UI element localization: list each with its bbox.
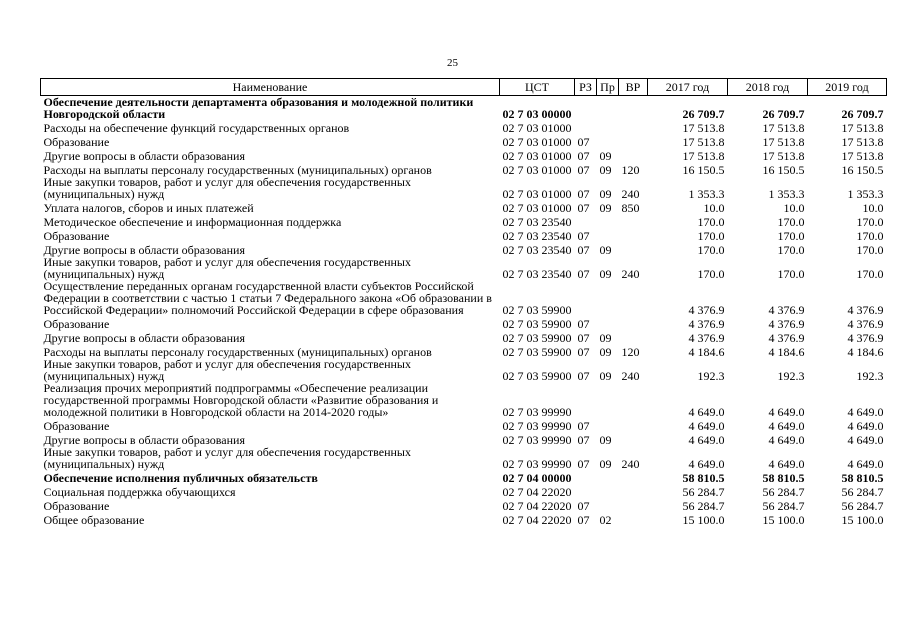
row-value-2018: 10.0	[783, 201, 805, 215]
row-vr: 120	[621, 163, 640, 177]
row-rz: 07	[577, 163, 590, 177]
row-value-2019: 170.0	[856, 267, 884, 281]
row-value-2019: 56 284.7	[841, 485, 884, 499]
table-row	[41, 148, 887, 162]
row-value-2018: 4 184.6	[768, 345, 805, 359]
row-value-2019: 26 709.7	[841, 107, 884, 121]
row-value-2019: 16 150.5	[841, 163, 884, 177]
row-vr	[619, 498, 648, 512]
row-rz	[575, 484, 597, 498]
row-pr: 09	[599, 369, 612, 383]
row-value-2019: 4 376.9	[847, 331, 884, 345]
row-cst: 02 7 03 99990	[502, 419, 572, 433]
row-name: Методическое обеспечение и информационная поддержка	[43, 215, 342, 229]
table-row	[41, 316, 887, 330]
row-pr	[597, 134, 619, 148]
row-name: Иные закупки товаров, работ и услуг для обеспечения государственных (муниципальных) нужд	[43, 357, 411, 383]
row-value-2018: 4 376.9	[768, 317, 805, 331]
row-rz: 07	[577, 419, 590, 433]
row-value-2017: 170.0	[697, 229, 725, 243]
row-rz: 07	[577, 345, 590, 359]
row-rz	[575, 96, 597, 121]
row-name: Образование	[43, 317, 110, 331]
row-cst: 02 7 03 23540	[502, 215, 572, 229]
table-row	[41, 162, 887, 176]
row-name: Расходы на выплаты персоналу государственных (муниципальных) органов	[43, 163, 432, 177]
row-rz: 07	[577, 369, 590, 383]
row-vr: 240	[621, 187, 640, 201]
header-2018: 2018 год	[728, 79, 808, 96]
row-value-2017: 170.0	[697, 243, 725, 257]
row-name: Реализация прочих мероприятий подпрограммы «Обеспечение реализации государственной программы Новгородской области «Развитие образования и молодежной политики в Новгородской области на 2014-2020 годы»	[43, 381, 439, 419]
row-cst: 02 7 03 01000	[502, 121, 572, 135]
header-vr: ВР	[619, 79, 648, 96]
table-row	[41, 214, 887, 228]
header-2019: 2019 год	[808, 79, 887, 96]
row-value-2018: 1 353.3	[768, 187, 805, 201]
row-name: Образование	[43, 135, 110, 149]
row-value-2017: 56 284.7	[682, 485, 725, 499]
table-row	[41, 358, 887, 382]
row-name: Иные закупки товаров, работ и услуг для обеспечения государственных (муниципальных) нужд	[43, 175, 411, 201]
row-value-2018: 4 649.0	[768, 419, 805, 433]
table-row	[41, 484, 887, 498]
row-vr	[619, 512, 648, 526]
row-value-2018: 17 513.8	[762, 149, 805, 163]
row-cst: 02 7 03 01000	[502, 187, 572, 201]
row-pr: 02	[599, 513, 612, 527]
row-cst: 02 7 03 59900	[502, 345, 572, 359]
row-rz: 07	[577, 457, 590, 471]
row-name: Расходы на выплаты персоналу государственных (муниципальных) органов	[43, 345, 432, 359]
row-value-2019: 170.0	[856, 243, 884, 257]
row-value-2017: 170.0	[697, 267, 725, 281]
row-value-2017: 4 376.9	[688, 317, 725, 331]
row-vr	[619, 418, 648, 432]
row-cst: 02 7 03 01000	[502, 135, 572, 149]
row-value-2018: 15 100.0	[762, 513, 805, 527]
row-pr	[597, 280, 619, 316]
table-row	[41, 512, 887, 526]
row-value-2017: 17 513.8	[682, 149, 725, 163]
row-value-2019: 4 649.0	[847, 433, 884, 447]
row-value-2017: 4 649.0	[688, 405, 725, 419]
table-row	[41, 418, 887, 432]
row-value-2017: 17 513.8	[682, 121, 725, 135]
row-vr	[619, 432, 648, 446]
row-pr: 09	[599, 243, 612, 257]
row-value-2019: 1 353.3	[847, 187, 884, 201]
row-name: Образование	[43, 419, 110, 433]
row-name: Образование	[43, 229, 110, 243]
row-value-2018: 4 376.9	[768, 331, 805, 345]
row-rz: 07	[577, 433, 590, 447]
row-value-2019: 4 376.9	[847, 317, 884, 331]
row-rz	[575, 214, 597, 228]
row-vr	[619, 242, 648, 256]
header-2017: 2017 год	[648, 79, 728, 96]
row-value-2017: 4 184.6	[688, 345, 725, 359]
row-rz: 07	[577, 243, 590, 257]
table-row	[41, 280, 887, 316]
row-rz	[575, 470, 597, 484]
row-rz: 07	[577, 229, 590, 243]
row-rz	[575, 120, 597, 134]
row-value-2017: 58 810.5	[682, 471, 725, 485]
table-row	[41, 382, 887, 418]
row-name: Уплата налогов, сборов и иных платежей	[43, 201, 254, 215]
header-pr: Пр	[597, 79, 619, 96]
row-cst: 02 7 03 23540	[502, 243, 572, 257]
row-value-2018: 26 709.7	[762, 107, 805, 121]
row-rz: 07	[577, 267, 590, 281]
row-value-2019: 17 513.8	[841, 135, 884, 149]
row-pr: 09	[599, 163, 612, 177]
row-vr	[619, 214, 648, 228]
row-value-2019: 56 284.7	[841, 499, 884, 513]
row-name: Другие вопросы в области образования	[43, 149, 245, 163]
row-cst: 02 7 03 01000	[502, 149, 572, 163]
row-value-2019: 4 649.0	[847, 457, 884, 471]
row-vr	[619, 470, 648, 484]
row-value-2017: 4 649.0	[688, 433, 725, 447]
row-rz: 07	[577, 499, 590, 513]
row-cst: 02 7 04 22020	[502, 513, 572, 527]
row-name: Общее образование	[43, 513, 145, 527]
row-cst: 02 7 04 00000	[502, 471, 572, 485]
row-pr	[597, 316, 619, 330]
row-rz	[575, 280, 597, 316]
table-body	[41, 96, 887, 527]
row-pr	[597, 382, 619, 418]
row-vr	[619, 96, 648, 121]
row-value-2018: 170.0	[777, 215, 805, 229]
row-value-2017: 15 100.0	[682, 513, 725, 527]
table-row	[41, 446, 887, 470]
row-value-2017: 4 376.9	[688, 303, 725, 317]
row-vr: 120	[621, 345, 640, 359]
row-vr	[619, 330, 648, 344]
row-value-2018: 4 649.0	[768, 433, 805, 447]
row-cst: 02 7 03 23540	[502, 267, 572, 281]
row-value-2019: 15 100.0	[841, 513, 884, 527]
row-vr	[619, 134, 648, 148]
table-row	[41, 200, 887, 214]
row-vr	[619, 280, 648, 316]
row-name: Расходы на обеспечение функций государственных органов	[43, 121, 350, 135]
row-vr: 240	[621, 267, 640, 281]
row-pr	[597, 470, 619, 484]
row-value-2019: 4 649.0	[847, 419, 884, 433]
row-pr: 09	[599, 457, 612, 471]
row-rz: 07	[577, 513, 590, 527]
row-name: Иные закупки товаров, работ и услуг для обеспечения государственных (муниципальных) нужд	[43, 255, 411, 281]
row-cst: 02 7 03 01000	[502, 163, 572, 177]
row-cst: 02 7 03 99990	[502, 457, 572, 471]
row-value-2017: 26 709.7	[682, 107, 725, 121]
budget-table	[40, 78, 887, 526]
row-value-2017: 4 649.0	[688, 419, 725, 433]
row-name: Обеспечение деятельности департамента образования и молодежной политики Новгородской области	[43, 95, 474, 121]
header-rz: РЗ	[575, 79, 597, 96]
table-row	[41, 498, 887, 512]
row-value-2017: 56 284.7	[682, 499, 725, 513]
row-rz: 07	[577, 135, 590, 149]
row-name: Социальная поддержка обучающихся	[43, 485, 236, 499]
row-pr: 09	[599, 267, 612, 281]
row-pr: 09	[599, 433, 612, 447]
row-pr: 09	[599, 201, 612, 215]
row-cst: 02 7 03 99990	[502, 405, 572, 419]
table-row	[41, 432, 887, 446]
row-name: Осуществление переданных органам государственной власти субъектов Российской Федерации в соответствии с частью 1 статьи 7 Федерального закона «Об образовании в Российской Федерации» полномочий Российской Федерации в сфере образования	[43, 279, 492, 317]
table-row	[41, 228, 887, 242]
table-row	[41, 176, 887, 200]
row-pr	[597, 120, 619, 134]
row-pr	[597, 214, 619, 228]
table-row	[41, 470, 887, 484]
row-cst: 02 7 03 59900	[502, 369, 572, 383]
row-value-2019: 4 649.0	[847, 405, 884, 419]
table-row	[41, 344, 887, 358]
row-pr	[597, 96, 619, 121]
row-cst: 02 7 03 01000	[502, 201, 572, 215]
row-value-2019: 170.0	[856, 215, 884, 229]
table-row	[41, 242, 887, 256]
row-vr	[619, 316, 648, 330]
row-cst: 02 7 03 59900	[502, 317, 572, 331]
row-vr: 240	[621, 457, 640, 471]
row-name: Другие вопросы в области образования	[43, 243, 245, 257]
row-value-2017: 192.3	[697, 369, 725, 383]
row-vr	[619, 148, 648, 162]
row-value-2017: 10.0	[703, 201, 725, 215]
row-pr: 09	[599, 331, 612, 345]
row-value-2019: 58 810.5	[841, 471, 884, 485]
row-pr: 09	[599, 187, 612, 201]
row-pr	[597, 484, 619, 498]
row-value-2018: 56 284.7	[762, 499, 805, 513]
row-rz	[575, 382, 597, 418]
row-value-2019: 10.0	[862, 201, 884, 215]
row-cst: 02 7 03 59900	[502, 331, 572, 345]
table-row	[41, 134, 887, 148]
row-rz: 07	[577, 187, 590, 201]
row-name: Другие вопросы в области образования	[43, 331, 245, 345]
row-cst: 02 7 04 22020	[502, 485, 572, 499]
row-value-2018: 58 810.5	[762, 471, 805, 485]
row-value-2019: 17 513.8	[841, 121, 884, 135]
row-value-2017: 1 353.3	[688, 187, 725, 201]
row-value-2019: 4 184.6	[847, 345, 884, 359]
row-name: Обеспечение исполнения публичных обязательств	[43, 471, 318, 485]
row-rz: 07	[577, 331, 590, 345]
row-pr	[597, 418, 619, 432]
row-name: Другие вопросы в области образования	[43, 433, 245, 447]
row-rz: 07	[577, 317, 590, 331]
header-name: Наименование	[41, 79, 500, 96]
row-value-2018: 16 150.5	[762, 163, 805, 177]
row-value-2018: 170.0	[777, 267, 805, 281]
row-value-2017: 4 376.9	[688, 331, 725, 345]
row-vr	[619, 228, 648, 242]
row-rz: 07	[577, 149, 590, 163]
row-value-2019: 192.3	[856, 369, 884, 383]
row-value-2018: 4 376.9	[768, 303, 805, 317]
row-rz: 07	[577, 201, 590, 215]
row-pr: 09	[599, 149, 612, 163]
row-value-2018: 192.3	[777, 369, 805, 383]
row-cst: 02 7 03 00000	[502, 107, 572, 121]
row-value-2018: 170.0	[777, 243, 805, 257]
row-value-2018: 56 284.7	[762, 485, 805, 499]
page-number: 25	[447, 57, 458, 69]
row-vr: 850	[621, 201, 640, 215]
row-pr: 09	[599, 345, 612, 359]
row-vr	[619, 120, 648, 134]
row-value-2018: 4 649.0	[768, 457, 805, 471]
table-row	[41, 120, 887, 134]
row-pr	[597, 228, 619, 242]
row-value-2017: 170.0	[697, 215, 725, 229]
row-cst: 02 7 03 59900	[502, 303, 572, 317]
table-header	[41, 79, 887, 96]
row-cst: 02 7 03 23540	[502, 229, 572, 243]
row-vr: 240	[621, 369, 640, 383]
row-cst: 02 7 04 22020	[502, 499, 572, 513]
row-value-2018: 17 513.8	[762, 135, 805, 149]
row-value-2017: 4 649.0	[688, 457, 725, 471]
row-cst: 02 7 03 99990	[502, 433, 572, 447]
row-value-2018: 4 649.0	[768, 405, 805, 419]
row-value-2019: 17 513.8	[841, 149, 884, 163]
row-value-2018: 170.0	[777, 229, 805, 243]
header-cst: ЦСТ	[500, 79, 575, 96]
table-row	[41, 330, 887, 344]
row-value-2018: 17 513.8	[762, 121, 805, 135]
row-vr	[619, 484, 648, 498]
table-row	[41, 96, 887, 121]
row-name: Образование	[43, 499, 110, 513]
row-value-2017: 17 513.8	[682, 135, 725, 149]
row-value-2017: 16 150.5	[682, 163, 725, 177]
row-value-2019: 4 376.9	[847, 303, 884, 317]
row-value-2019: 170.0	[856, 229, 884, 243]
row-name: Иные закупки товаров, работ и услуг для обеспечения государственных (муниципальных) нужд	[43, 445, 411, 471]
table-row	[41, 256, 887, 280]
row-pr	[597, 498, 619, 512]
row-vr	[619, 382, 648, 418]
